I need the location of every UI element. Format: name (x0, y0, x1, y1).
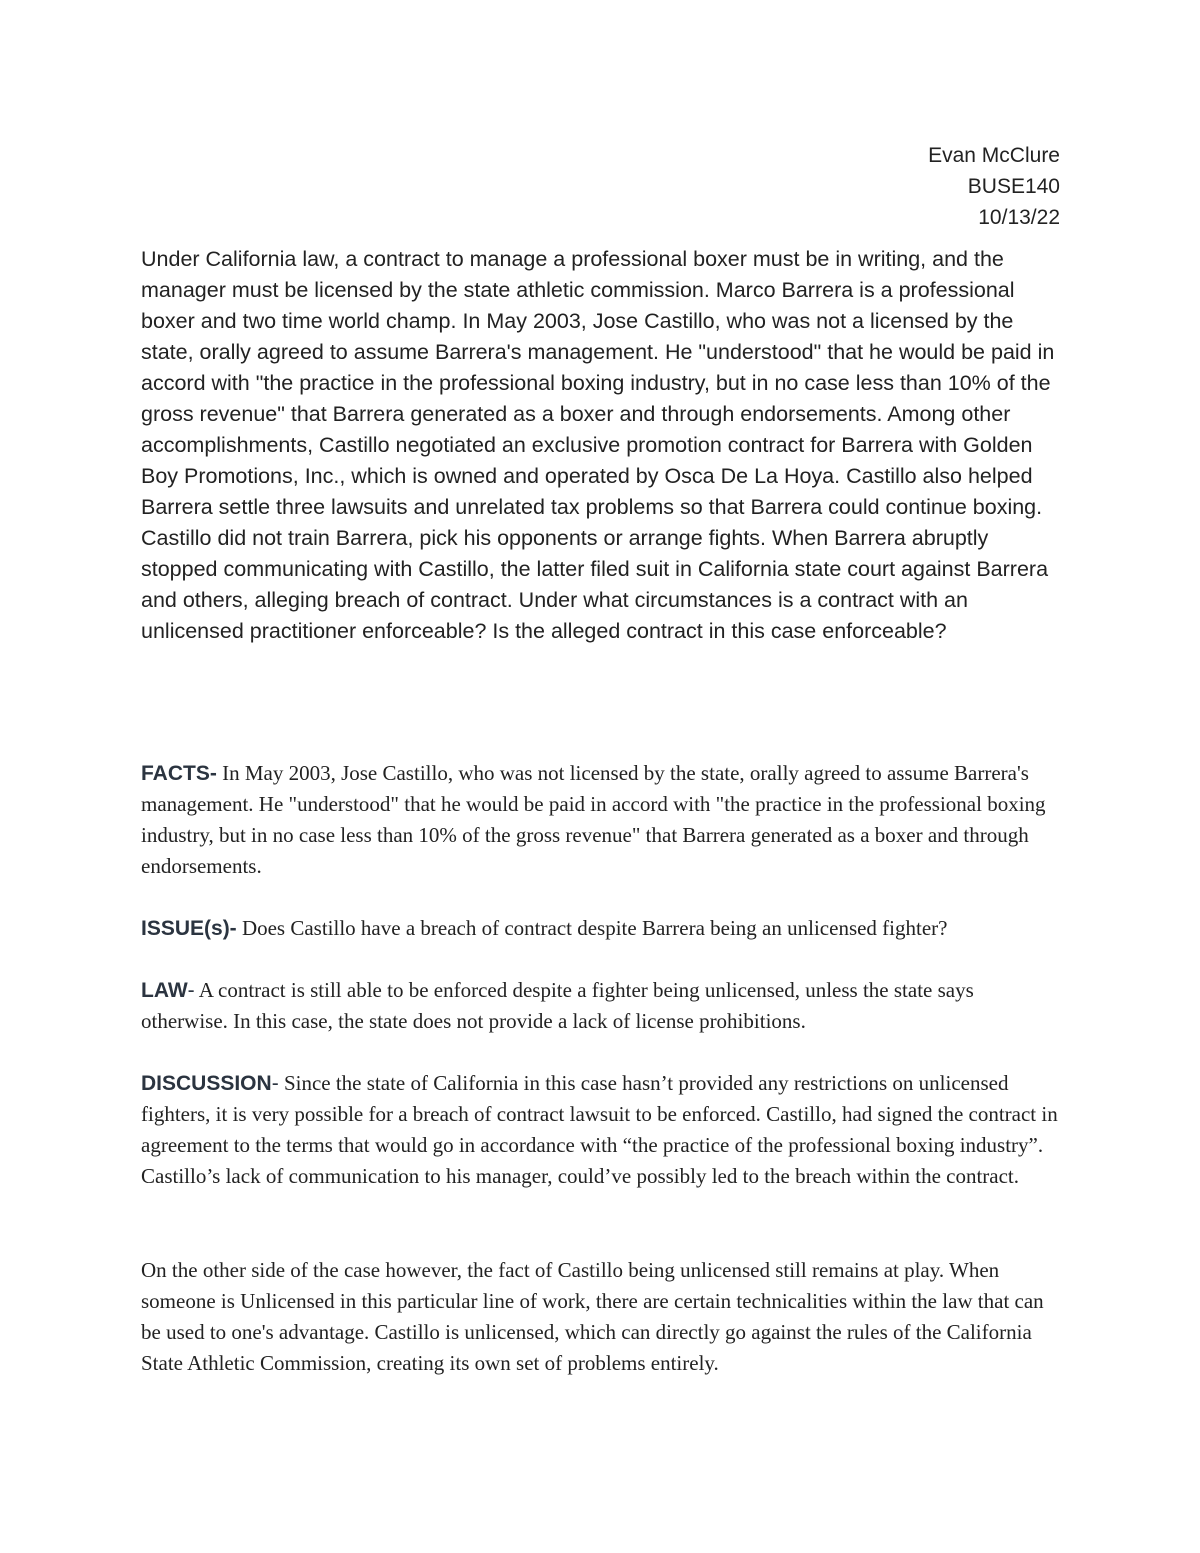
law-text: A contract is still able to be enforced despite a fighter being unlicensed, unless the state says otherwise. In this case, the state does not provide a lack of license prohibitions. (141, 978, 974, 1033)
discussion-label: DISCUSSION (141, 1072, 272, 1095)
law-section (141, 975, 1061, 1037)
law-label: LAW (141, 979, 188, 1002)
student-name: Evan McClure (928, 144, 1060, 167)
assignment-date: 10/13/22 (978, 206, 1060, 229)
closing-paragraph: On the other side of the case however, the fact of Castillo being unlicensed still remains at play. When someone is Unlicensed in this particular line of work, there are certain technicalities within the law that can be used to one's advantage. Castillo is unlicensed, which can directly go against the rules of the California State Athletic Commission, creating its own set of problems entirely. (141, 1258, 1044, 1375)
facts-text: In May 2003, Jose Castillo, who was not licensed by the state, orally agreed to assume Barrera's management. He "understood" that he would be paid in accord with "the practice in the professional boxing industry, but in no case less than 10% of the gross revenue" that Barrera generated as a boxer and through endorsements. (141, 761, 1046, 878)
issue-label: ISSUE(s)- (141, 917, 237, 940)
discussion-text: Since the state of California in this case hasn’t provided any restrictions on unlicensed fighters, it is very possible for a breach of contract lawsuit to be enforced. Castillo, had signed the contract in agreement to the terms that would go in accordance with “the practice of the professional boxing industry”. Castillo’s lack of communication to his manager, could’ve possibly led to the breach within the contract. (141, 1071, 1058, 1188)
facts-label: FACTS- (141, 762, 217, 785)
issue-section (141, 913, 1061, 944)
discussion-section (141, 1068, 1061, 1192)
case-prompt: Under California law, a contract to manage a professional boxer must be in writing, and the manager must be licensed by the state athletic commission. Marco Barrera is a professional boxer and two time world champ. In May 2003, Jose Castillo, who was not a licensed by the state, orally agreed to assume Barrera's management. He "understood" that he would be paid in accord with "the practice in the professional boxing industry, but in no case less than 10% of the gross revenue" that Barrera generated as a boxer and through endorsements. Among other accomplishments, Castillo negotiated an exclusive promotion contract for Barrera with Golden Boy Promotions, Inc., which is owned and operated by Osca De La Hoya. Castillo also helped Barrera settle three lawsuits and unrelated tax problems so that Barrera could continue boxing. Castillo did not train Barrera, pick his opponents or arrange fights. When Barrera abruptly stopped communicating with Castillo, the latter filed suit in California state court against Barrera and others, alleging breach of contract. Under what circumstances is a contract with an unlicensed practitioner enforceable? Is the alleged contract in this case enforceable? (141, 247, 1055, 643)
issue-text: Does Castillo have a breach of contract despite Barrera being an unlicensed fighter? (236, 916, 948, 940)
law-dash: - (187, 979, 195, 1002)
facts-section (141, 758, 1061, 882)
student-header (928, 140, 1060, 233)
course-code: BUSE140 (967, 175, 1060, 198)
discussion-dash: - (271, 1072, 279, 1095)
